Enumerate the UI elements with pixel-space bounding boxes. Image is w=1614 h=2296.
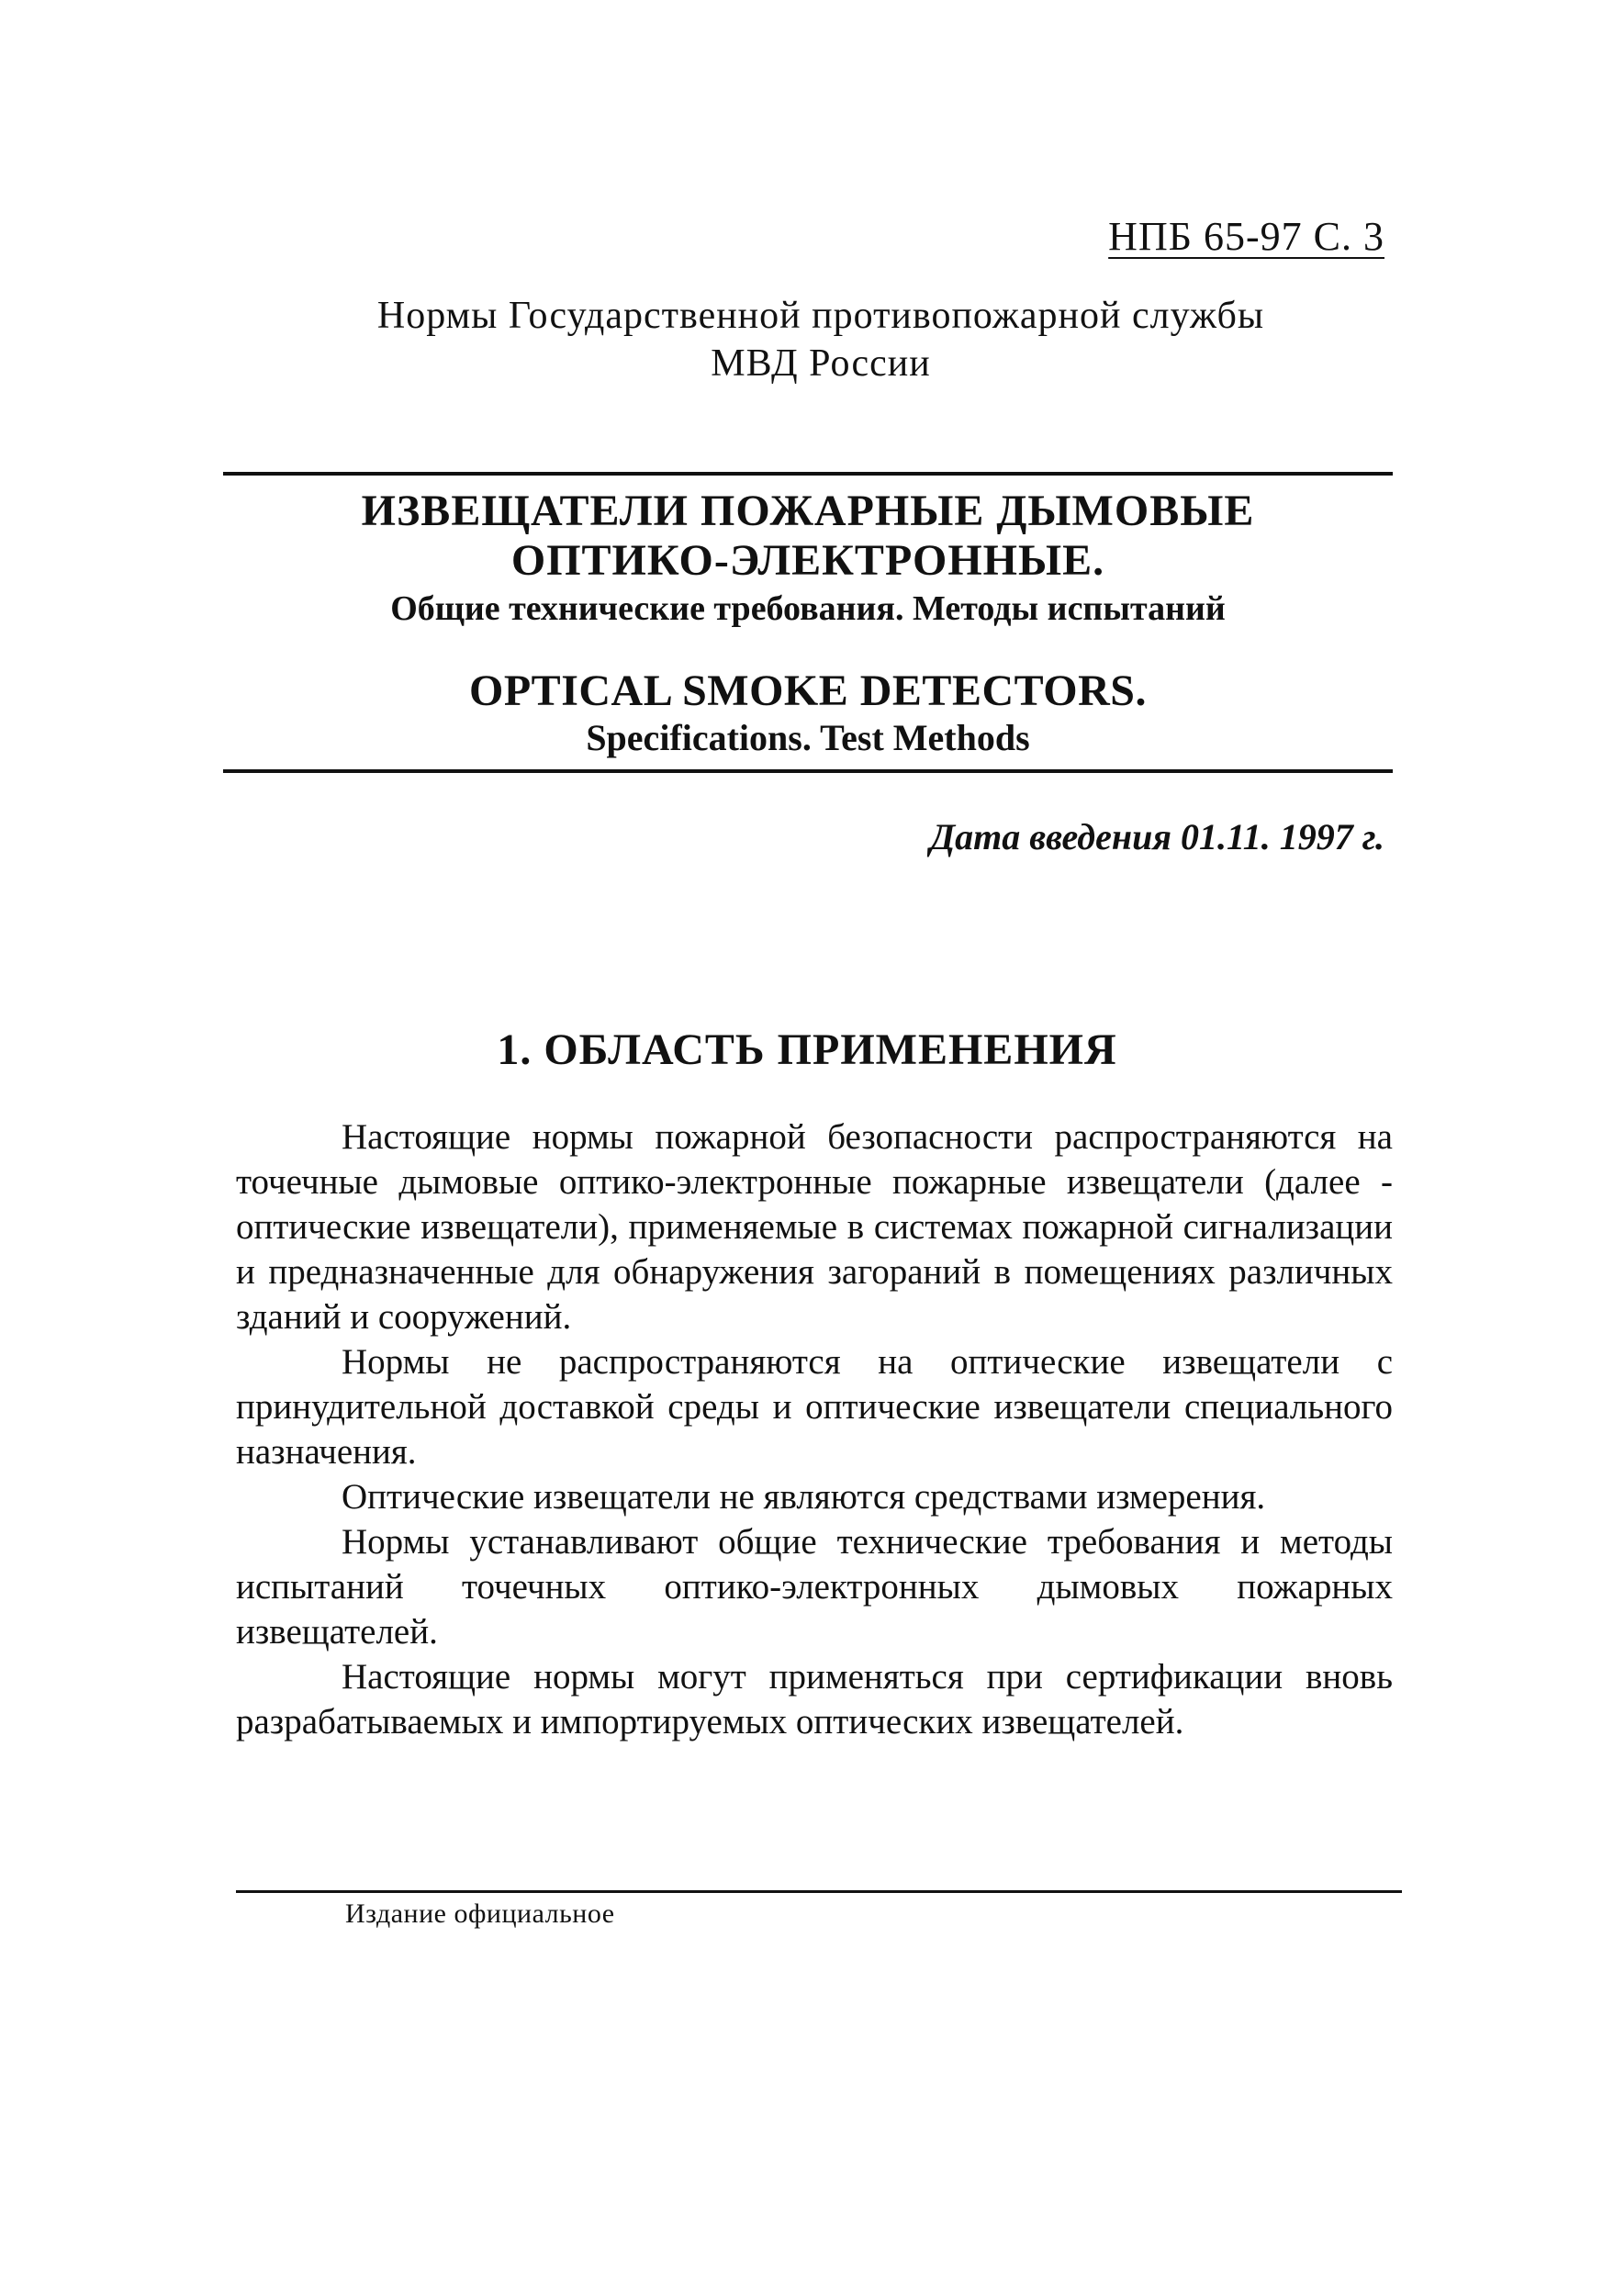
title-en: OPTICAL SMOKE DETECTORS.	[469, 666, 1147, 715]
paragraph: Настоящие нормы могут применяться при сертификации вновь разрабатываемых и импортируемых оптических извещателей.	[236, 1657, 1393, 1742]
issuer-line-1: Нормы Государственной противопожарной службы	[376, 295, 1265, 337]
paragraph: Оптические извещатели не являются средствами измерения.	[342, 1477, 1266, 1517]
subtitle-ru: Общие технические требования. Методы испытаний	[390, 589, 1226, 628]
paragraph: Настоящие нормы пожарной безопасности распространяются на точечные дымовые оптико-электронные пожарные извещатели (далее - оптические извещатели), применяемые в системах пожарной сигнализации и предназначенные для обнаружения загораний в помещениях различных зданий и сооружений.	[236, 1117, 1393, 1337]
title-bottom-rule	[223, 769, 1393, 773]
title-top-rule	[223, 472, 1393, 476]
footer-rule	[236, 1890, 1402, 1893]
introduction-date: Дата введения 01.11. 1997 г.	[929, 816, 1384, 857]
official-edition-note: Издание официальное	[345, 1898, 615, 1929]
title-ru-line-2: ОПТИКО-ЭЛЕКТРОННЫЕ.	[510, 536, 1105, 585]
paragraph: Нормы устанавливают общие технические требования и методы испытаний точечных оптико-электронных дымовых пожарных извещателей.	[236, 1522, 1393, 1652]
issuer-block	[0, 292, 1614, 387]
paragraph: Нормы не распространяются на оптические извещатели с принудительной доставкой среды и оптические извещатели специального назначения.	[236, 1342, 1393, 1472]
document-title-block	[223, 487, 1393, 760]
page-reference: НПБ 65-97 С. 3	[1108, 214, 1384, 259]
section-heading: 1. ОБЛАСТЬ ПРИМЕНЕНИЯ	[497, 1025, 1117, 1074]
issuer-line-2: МВД России	[711, 342, 931, 385]
section-body	[236, 1114, 1393, 1744]
subtitle-en: Specifications. Test Methods	[586, 717, 1030, 758]
title-ru-line-1: ИЗВЕЩАТЕЛИ ПОЖАРНЫЕ ДЫМОВЫЕ	[361, 487, 1255, 535]
